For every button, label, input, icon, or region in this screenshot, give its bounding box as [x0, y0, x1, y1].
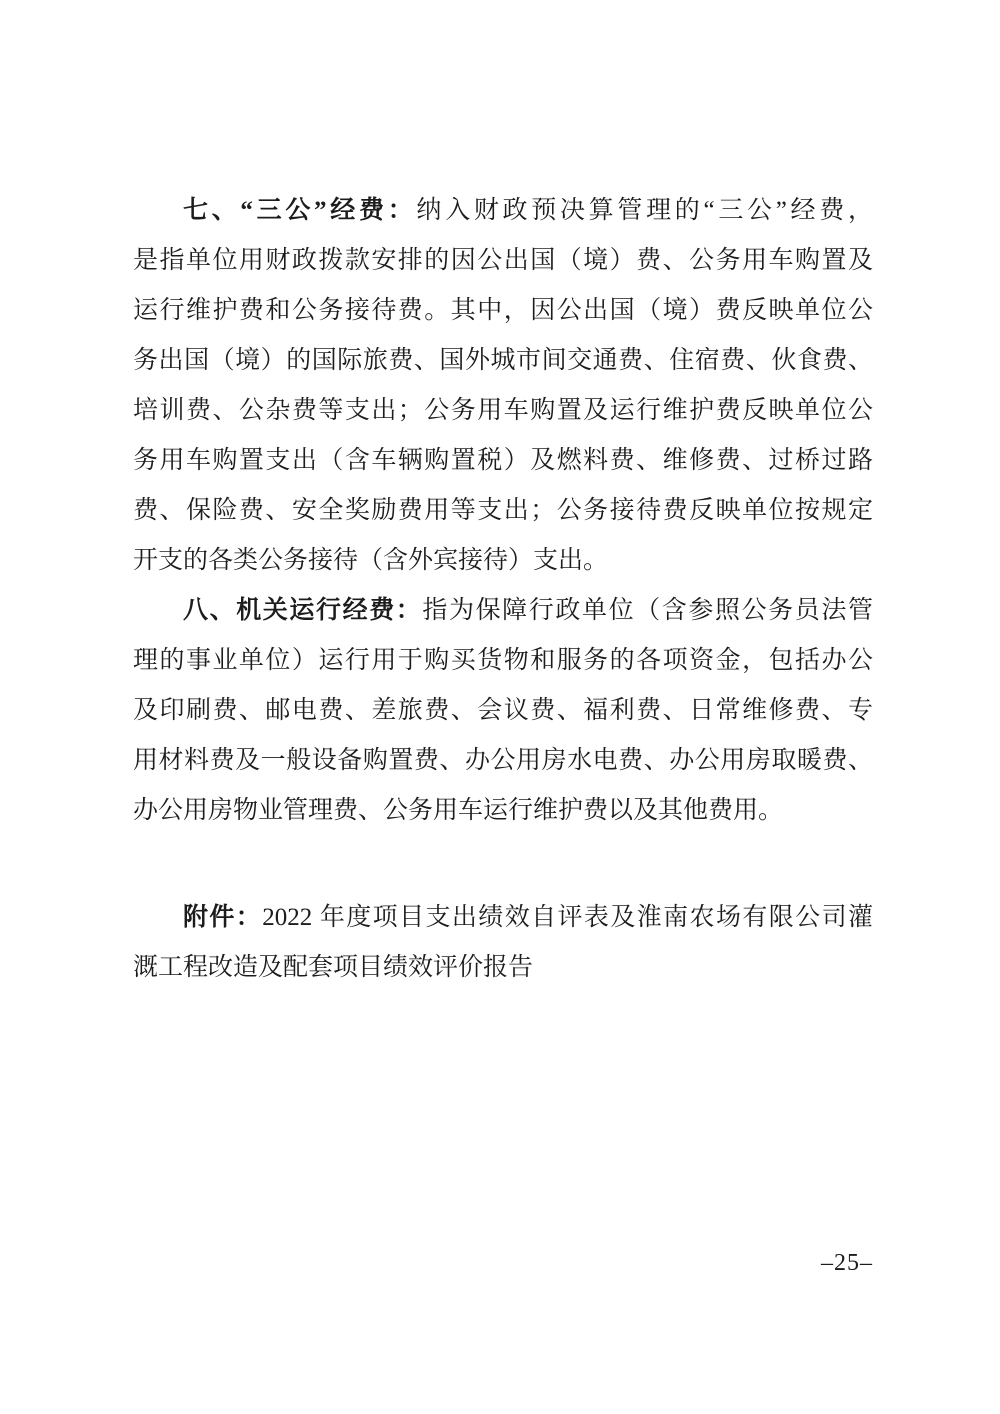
paragraph-line — [133, 286, 873, 336]
paragraph-text: 及印刷费、邮电费、差旅费、会议费、福利费、日常维修费、专 — [133, 697, 873, 724]
section8-heading: 八、机关运行经费： — [183, 597, 423, 624]
paragraph-line — [133, 186, 873, 236]
attachment-text: 溉工程改造及配套项目绩效评价报告 — [133, 954, 534, 981]
paragraph-line — [133, 686, 873, 736]
paragraph-text: 理的事业单位）运行用于购买货物和服务的各项资金，包括办公 — [133, 647, 873, 674]
paragraph-line — [133, 486, 873, 536]
paragraph-text: 费、保险费、安全奖励费用等支出；公务接待费反映单位按规定 — [133, 497, 873, 524]
paragraph-line — [133, 736, 873, 786]
paragraph-text: 办公用房物业管理费、公务用车运行维护费以及其他费用。 — [133, 797, 784, 824]
attachment-label: 附件： — [183, 904, 263, 931]
attachment-text: 2022 年度项目支出绩效自评表及淮南农场有限公司灌 — [262, 904, 873, 931]
page-number: –25– — [821, 1250, 873, 1276]
paragraph-text: 纳入财政预决算管理的“三公”经费， — [416, 197, 873, 224]
paragraph-text: 培训费、公杂费等支出；公务用车购置及运行维护费反映单位公 — [133, 397, 873, 424]
document-body — [133, 186, 873, 993]
paragraph-line — [133, 336, 873, 386]
paragraph-text: 指为保障行政单位（含参照公务员法管 — [422, 597, 873, 624]
paragraph-line — [133, 586, 873, 636]
paragraph-text: 务用车购置支出（含车辆购置税）及燃料费、维修费、过桥过路 — [133, 447, 873, 474]
paragraph-line — [133, 786, 873, 836]
paragraph-text: 运行维护费和公务接待费。其中，因公出国（境）费反映单位公 — [133, 297, 873, 324]
paragraph-gap — [133, 836, 873, 893]
paragraph-text: 是指单位用财政拨款安排的因公出国（境）费、公务用车购置及 — [133, 247, 873, 274]
attachment-line — [133, 893, 873, 943]
paragraph-line — [133, 436, 873, 486]
paragraph-text: 用材料费及一般设备购置费、办公用房水电费、办公用房取暖费、 — [133, 747, 873, 774]
paragraph-text: 务出国（境）的国际旅费、国外城市间交通费、住宿费、伙食费、 — [133, 347, 873, 374]
attachment-line — [133, 943, 873, 993]
paragraph-text: 开支的各类公务接待（含外宾接待）支出。 — [133, 547, 609, 574]
paragraph-line — [133, 386, 873, 436]
paragraph-line — [133, 536, 873, 586]
paragraph-line — [133, 236, 873, 286]
section7-heading: 七、“三公”经费： — [183, 197, 417, 224]
paragraph-line — [133, 636, 873, 686]
